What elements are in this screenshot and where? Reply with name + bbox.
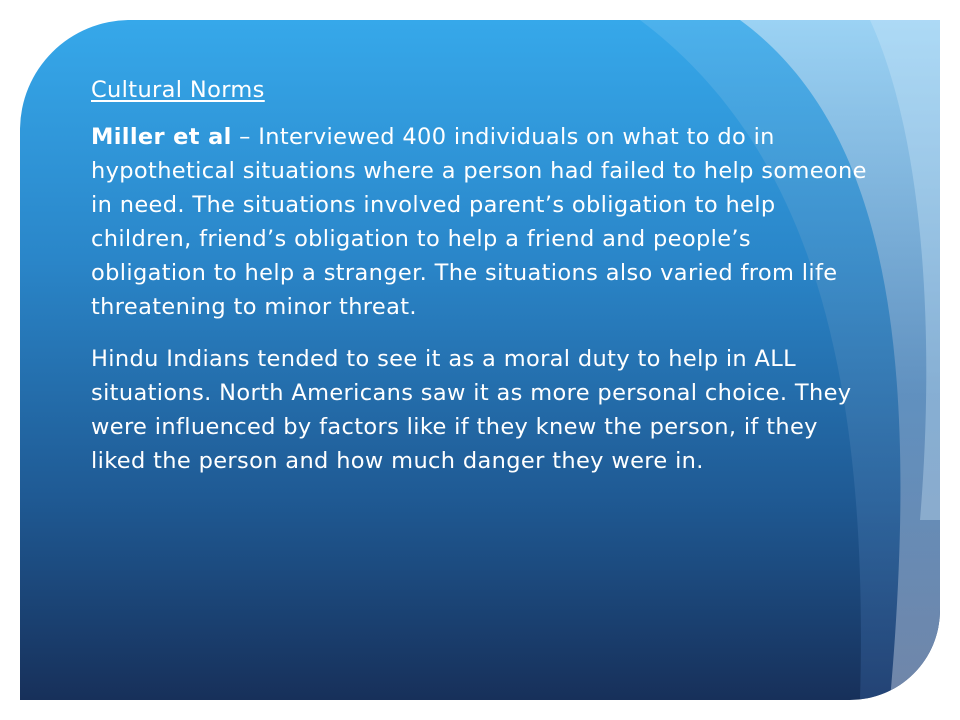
paragraph-miller-study (91, 120, 871, 324)
slide-content (91, 73, 871, 496)
paragraph-miller-text: – Interviewed 400 individuals on what to do in hypothetical situations where a person had failed to help someone in need. The situations involved parent’s obligation to help children, friend’s obligation to help a friend and people’s obligation to help a stranger. The situations also varied from life threatening to minor threat. (91, 124, 867, 320)
paragraph-findings: Hindu Indians tended to see it as a moral duty to help in ALL situations. North Americans saw it as more personal choice. They were influenced by factors like if they knew the person, if they liked the person and how much danger they were in. (91, 346, 852, 474)
slide-background (20, 20, 940, 700)
slide-heading: Cultural Norms (91, 77, 265, 103)
author-citation: Miller et al (91, 124, 232, 150)
